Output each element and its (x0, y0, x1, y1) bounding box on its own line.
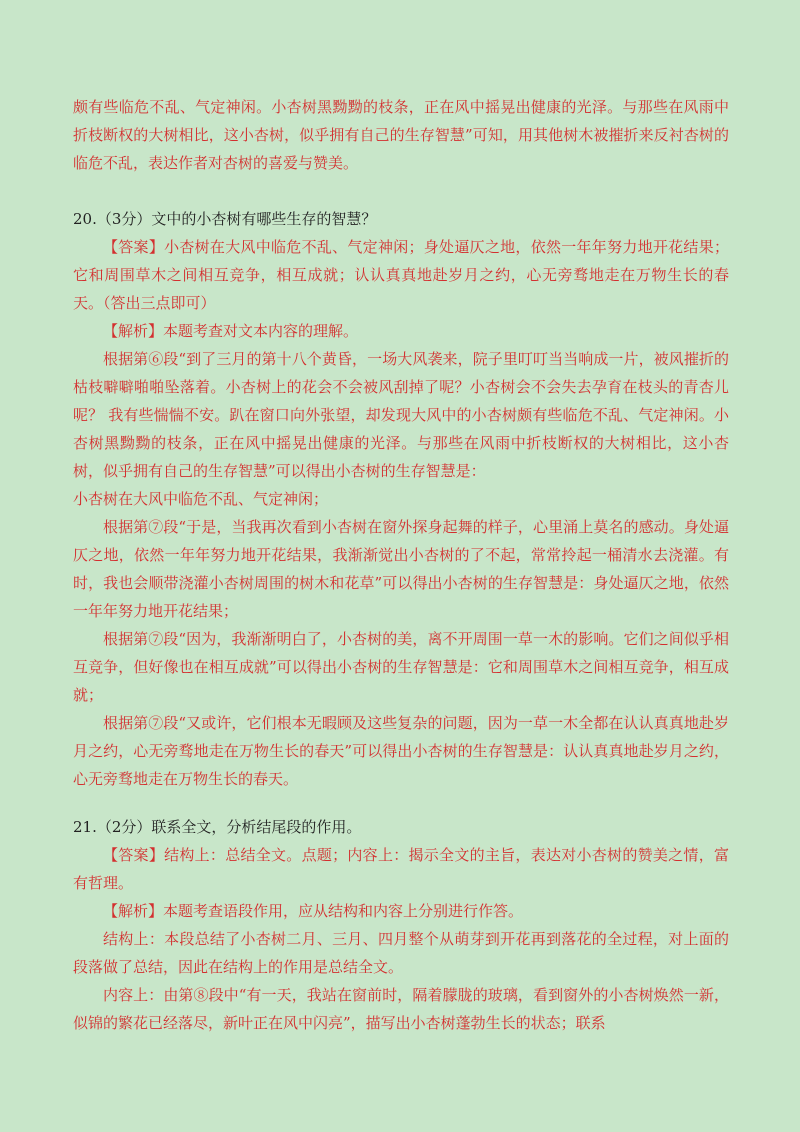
analysis-paragraph-4: 根据第⑦段“又或许，它们根本无暇顾及这些复杂的问题，因为一草一木全都在认认真真地赴岁月之约，心无旁骛地走在万物生长的春天”可以得出小杏树的生存智慧是：认认真真地赴岁月之约，心无旁骛地走在万物生长的春天。 (73, 714, 729, 788)
question-21-section (73, 813, 729, 1037)
analysis-paragraph-3: 根据第⑦段“因为，我渐渐明白了，小杏树的美，离不开周围一草一木的影响。它们之间似乎相互竞争，但好像也在相互成就”可以得出小杏树的生存智慧是：它和周围草木之间相互竞争，相互成就； (73, 630, 729, 704)
content-paragraph: 内容上：由第⑧段中“有一天，我站在窗前时，隔着朦胧的玻璃，看到窗外的小杏树焕然一新，似锦的繁花已经落尽，新叶正在风中闪亮”，描写出小杏树蓬勃生长的状态；联系 (73, 986, 729, 1032)
structure-paragraph: 结构上：本段总结了小杏树二月、三月、四月整个从萌芽到开花再到落花的全过程，对上面的段落做了总结，因此在结构上的作用是总结全文。 (73, 930, 729, 976)
analysis-text: 本题考查语段作用，应从结构和内容上分别进行作答。 (163, 902, 524, 920)
question-20-answer (73, 233, 729, 317)
answer-text: 结构上：总结全文。点题；内容上：揭示全文的主旨，表达对小杏树的赞美之情，富有哲理。 (73, 846, 729, 892)
analysis-tag: 【解析】 (103, 322, 164, 340)
analysis-conclusion-1: 小杏树在大风中临危不乱、气定神闲； (73, 490, 329, 508)
question-21-analysis (73, 897, 729, 925)
question-20-title: 20.（3分）文中的小杏树有哪些生存的智慧？ (73, 210, 377, 228)
intro-section (73, 93, 729, 177)
question-21-title: 21.（2分）联系全文，分析结尾段的作用。 (73, 818, 362, 836)
analysis-tag: 【解析】 (103, 902, 164, 920)
answer-text: 小杏树在大风中临危不乱、气定神闲；身处逼仄之地，依然一年年努力地开花结果；它和周围草木之间相互竞争，相互成就；认认真真地赴岁月之约，心无旁骛地走在万物生长的春天。（答出三点即可） (73, 238, 729, 312)
answer-tag: 【答案】 (103, 846, 165, 864)
question-20-analysis (73, 317, 729, 345)
analysis-text: 本题考查对文本内容的理解。 (163, 322, 359, 340)
question-21-answer (73, 841, 729, 897)
answer-tag: 【答案】 (103, 238, 165, 256)
analysis-paragraph-1: 根据第⑥段“到了三月的第十八个黄昏，一场大风袭来，院子里叮叮当当响成一片，被风摧折的枯枝噼噼啪啪坠落着。小杏树上的花会不会被风刮掉了呢？小杏树会不会失去孕育在枝头的青杏儿呢？ 我有些惴惴不安。趴在窗口向外张望，却发现大风中的小杏树颇有些临危不乱、气定神闲。小杏树黑黝黝的枝条，正在风中摇晃出健康的光泽。与那些在风雨中折枝断权的大树相比，这小杏树，似乎拥有自己的生存智慧”可以得出小杏树的生存智慧是： (73, 350, 729, 480)
question-20-section (73, 205, 729, 793)
intro-paragraph: 颇有些临危不乱、气定神闲。小杏树黑黝黝的枝条，正在风中摇晃出健康的光泽。与那些在风雨中折枝断权的大树相比，这小杏树，似乎拥有自己的生存智慧”可知，用其他树木被摧折来反衬杏树的临危不乱，表达作者对杏树的喜爱与赞美。 (73, 98, 729, 172)
analysis-paragraph-2: 根据第⑦段“于是，当我再次看到小杏树在窗外探身起舞的样子，心里涌上莫名的感动。身处逼仄之地，依然一年年努力地开花结果，我渐渐觉出小杏树的了不起，常常拎起一桶清水去浇灌。有时，我也会顺带浇灌小杏树周围的树木和花草”可以得出小杏树的生存智慧是：身处逼仄之地，依然一年年努力地开花结果； (73, 518, 729, 620)
